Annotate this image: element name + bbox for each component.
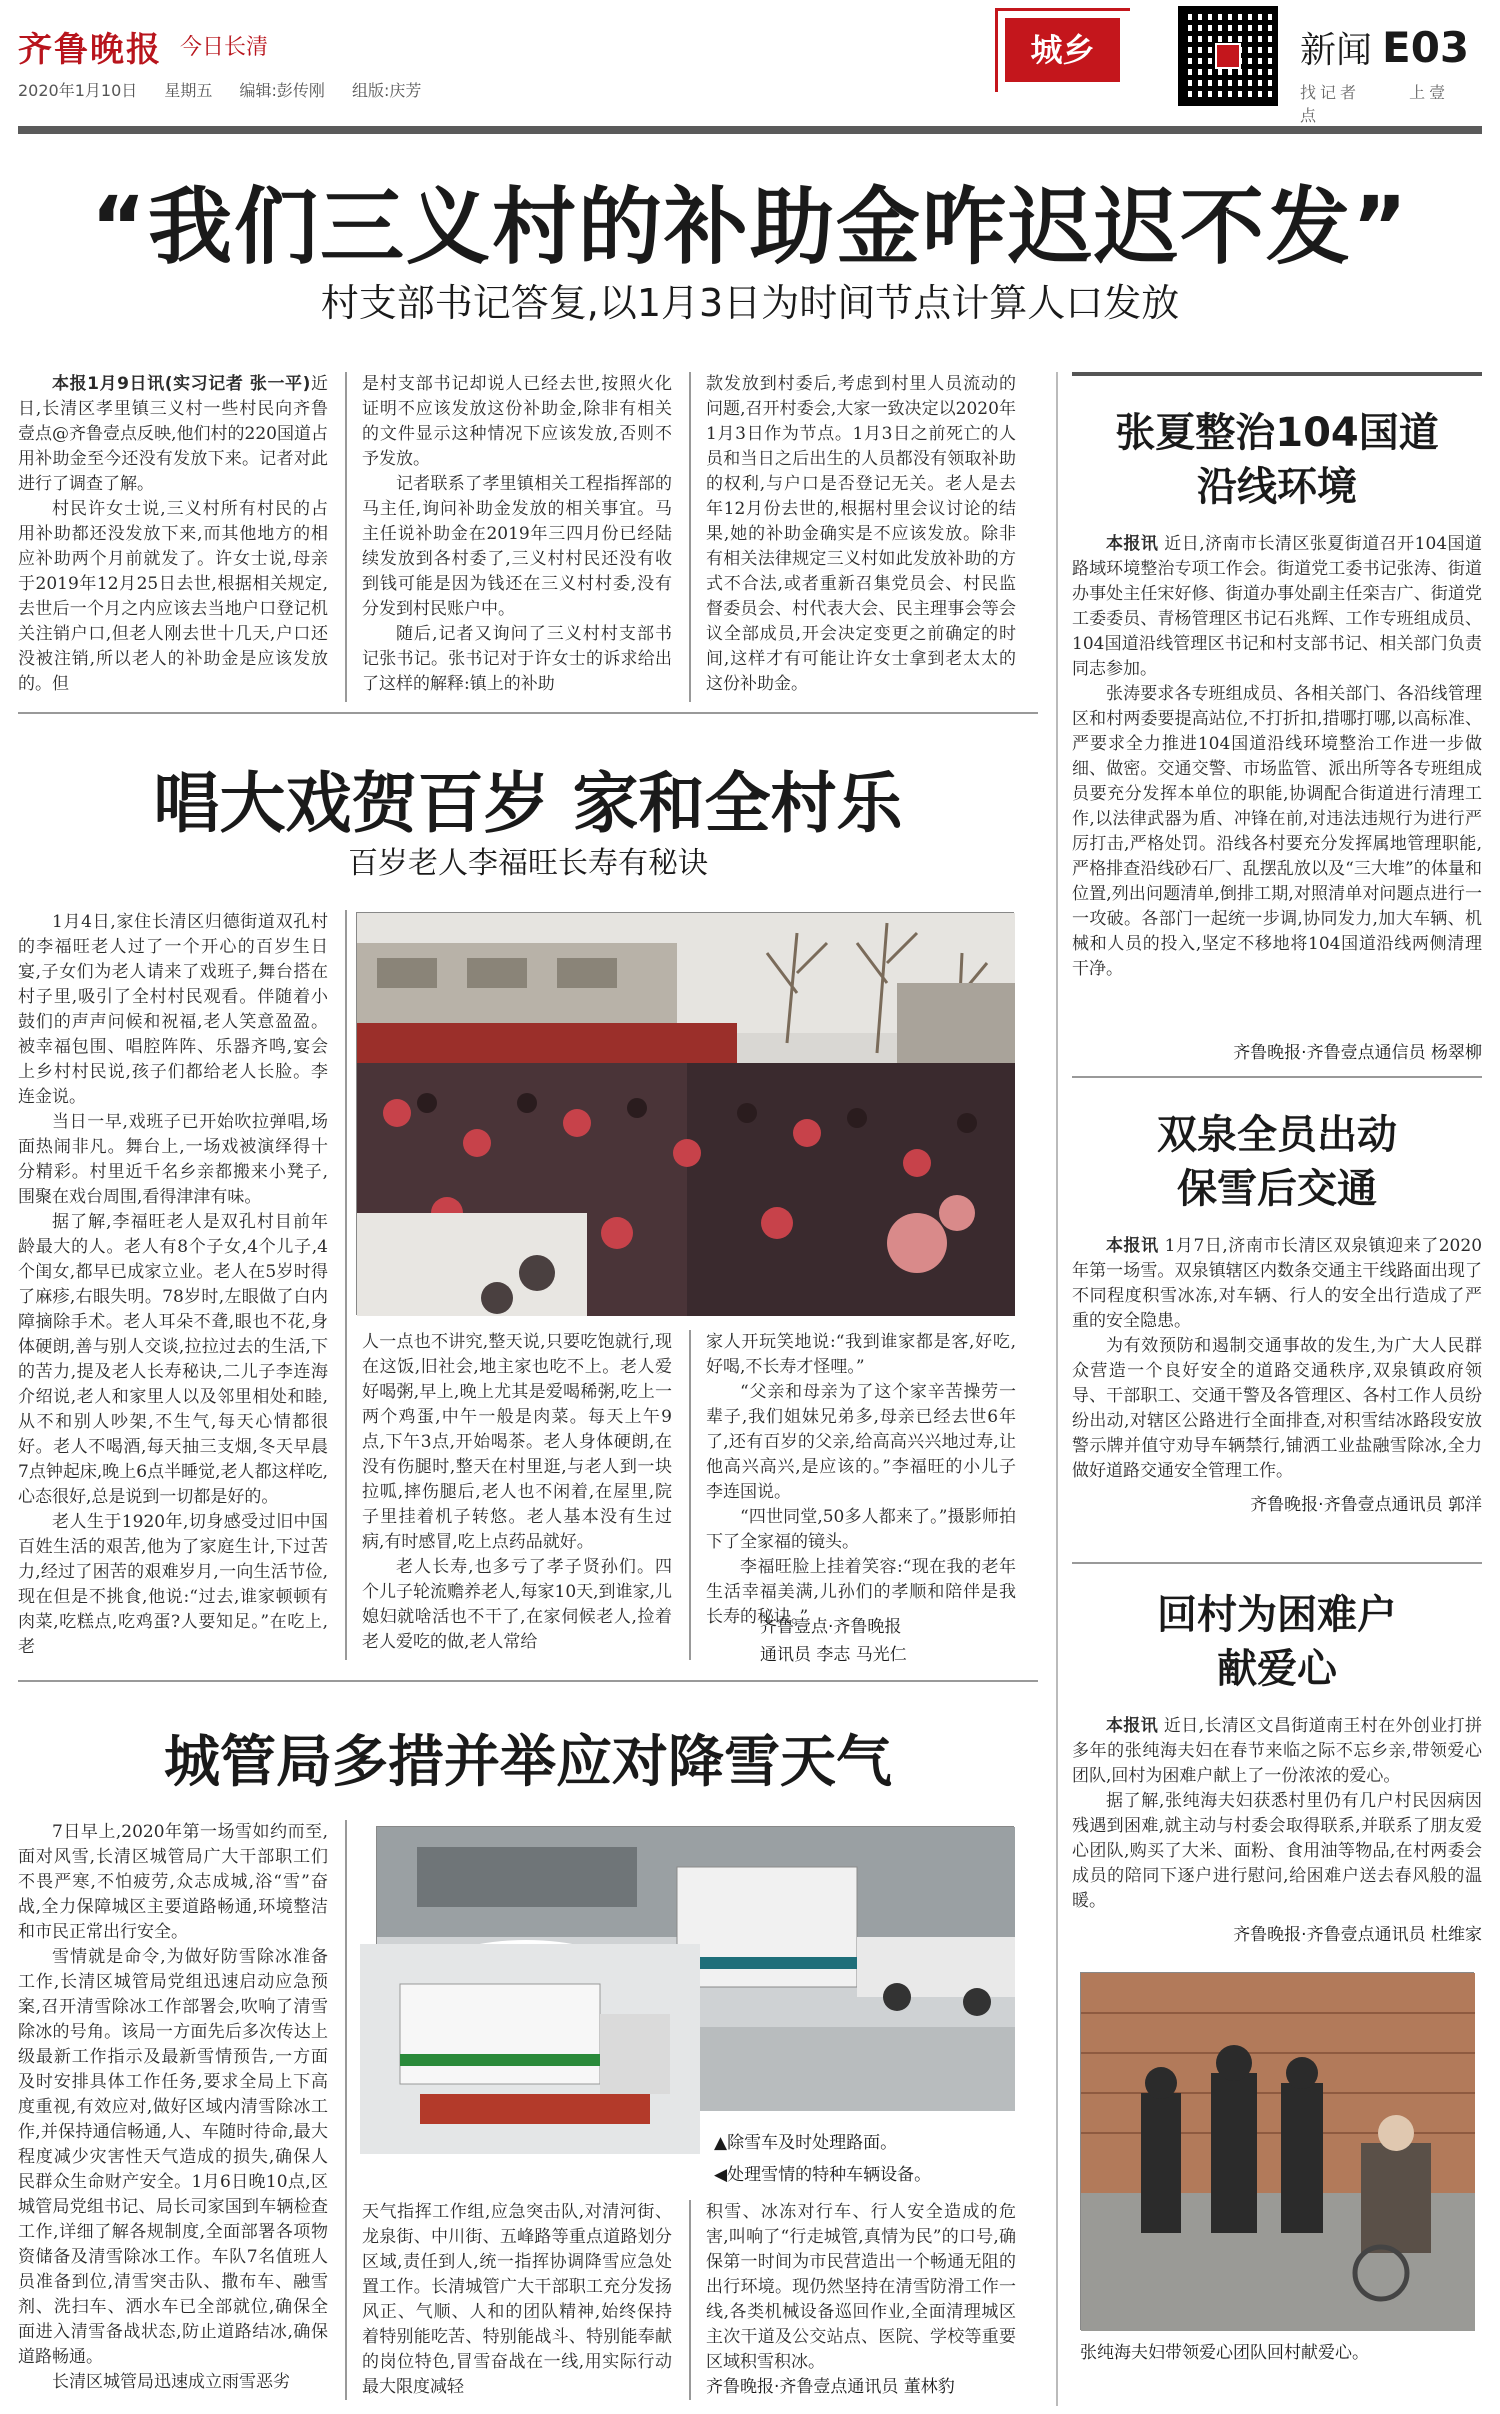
snow-photo-inset (356, 1940, 696, 2150)
a3-caption: 张纯海夫妇带领爱心团队回村献爱心。 (1080, 2343, 1369, 2363)
page-number: E03 (1382, 23, 1470, 72)
top-rule (18, 126, 1482, 134)
lead-col-2 (362, 372, 672, 702)
a2-body (1072, 1234, 1482, 1484)
snow-title: 城管局多措并举应对降雪天气 (164, 1730, 892, 1795)
section-tag: 城乡 (1005, 18, 1120, 82)
lead-col2-text: 是村支部书记却说人已经去世,按照火化证明不应该发放这份补助金,除非有相关的文件显示这种情况下应该发放,否则不予发放。 (362, 374, 672, 469)
snow-mid-p1: 天气指挥工作组,应急突击队,对清河街、龙泉街、中川街、五峰路等重点道路划分区域,责任到人,统一指挥协调降雪应急处置工作。长清城管广大干部职工充分发扬风正、气顺、人和的团队精神,始终保持着特别能吃苦、特别能战斗、特别能奉献的岗位特色,冒雪奋战在一线,用实际行动最大限度减轻 (362, 2202, 672, 2397)
sidebar-divider (1056, 372, 1058, 2406)
opera-right-p4: 李福旺脸上挂着笑容:“现在我的老年生活幸福美满,儿孙们的孝顺和陪伴是我长寿的秘诀。” (706, 1557, 1016, 1627)
section-rule (18, 712, 1038, 714)
column-rule (345, 1820, 347, 2400)
opera-left-col (18, 910, 328, 1660)
a3-title-line2: 献爱心 (1217, 1646, 1337, 1692)
section-rule (18, 1680, 1038, 1682)
lead-col-3 (706, 372, 1016, 702)
column-rule (345, 372, 347, 702)
opera-right-p3: “四世同堂,50多人都来了。”摄影师拍下了全家福的镜头。 (706, 1507, 1016, 1552)
a3-byline: 本报讯 (1106, 1716, 1159, 1736)
a3-photo (1080, 1972, 1474, 2330)
opera-subtitle: 百岁老人李福旺长寿有秘诀 (348, 846, 708, 881)
snow-caption-2: ◀处理雪情的特种车辆设备。 (714, 2165, 932, 2185)
opera-left-p3: 据了解,李福旺老人是双孔村目前年龄最大的人。老人有8个子女,4个儿子,4个闺女,都早已成家立业。老人在5岁时得了麻疹,右眼失明。78岁时,左眼做了白内障摘除手术。老人耳朵不聋,眼也不花,身体硬朗,善与别人交谈,拉拉过去的生活,下的苦力,提及老人长寿秘诀,二儿子李连海介绍说,老人和家里人以及邻里相处和睦,从不和别人吵架,不生气,每天心情都很好。老人不喝酒,每天抽三支烟,冬天早晨7点钟起床,晚上6点半睡觉,老人都这样吃,心态很好,总是说到一切都是好的。 (18, 1212, 328, 1507)
a3-p2: 据了解,张纯海夫妇获悉村里仍有几户村民因病因残遇到困难,就主动与村委会取得联系,并联系了朋友爱心团队,购买了大米、面粉、食用油等物品,在村两委会成员的陪同下逐户进行慰问,给困难户送去春风般的温暖。 (1072, 1791, 1482, 1911)
lead-col1-p2: 村民许女士说,三义村所有村民的占用补助都还没发放下来,而其他地方的相应补助两个月前就发了。许女士说,母亲于2019年12月25日去世,根据相关规定,去世后一个月之内应该去当地户口登记机关注销户口,但老人刚去世十几天,户口还没被注销,所以老人的补助金是应该发放的。但 (18, 499, 328, 694)
column-rule (689, 2200, 691, 2400)
page-label (1300, 22, 1469, 73)
lead-col3-text: 款发放到村委后,考虑到村里人员流动的问题,召开村委会,大家一致决定以2020年1月3日作为节点。1月3日之前死亡的人员和当日之后出生的人员都没有领取补助的权利,与户口是否登记无关。老人是去年12月份去世的,根据村里会议讨论的结果,她的补助金确实是不应该发放。除非有相关法律规定三义村如此发放补助的方式不合法,或者重新召集党员会、村民监督委员会、村代表大会、民主理事会等会议全部成员,开会决定变更之前确定的时间,这样才有可能让许女士拿到老太太的这份补助金。 (706, 374, 1016, 694)
snow-left-p3: 长清区城管局迅速成立雨雪恶劣 (52, 2372, 290, 2392)
sidebar-rule (1072, 1076, 1482, 1078)
lead-col1-text: 近日,长清区孝里镇三义村一些村民向齐鲁壹点@齐鲁壹点反映,他们村的220国道占用补助金至今还没有发放下来。记者对此进行了调查了解。 (18, 374, 329, 494)
snow-left-col (18, 1820, 328, 2400)
a1-body (1072, 532, 1482, 1032)
snow-vehicle-illustration (360, 1944, 700, 2154)
a2-credit: 齐鲁晚报·齐鲁壹点通讯员 郭洋 (1250, 1495, 1482, 1515)
opera-credit-2: 通讯员 李志 马光仁 (760, 1645, 907, 1665)
column-rule (345, 910, 347, 1660)
opera-photo (356, 912, 1014, 1315)
snow-right-col (706, 2200, 1016, 2372)
opera-mid-p1: 人一点也不讲究,整天说,只要吃饱就行,现在这饭,旧社会,地主家也吃不上。老人爱好喝粥,早上,晚上尤其是爱喝稀粥,吃上一两个鸡蛋,中午一般是肉菜。每天上午9点,下午3点,开始喝茶。老人身体硬朗,在没有伤腿时,整天在村里逛,与老人到一块拉呱,摔伤腿后,老人也不闲着,在屋里,院子里挂着机子转悠。老人基本没有生过病,有时感冒,吃上点药品就好。 (362, 1332, 672, 1552)
page-sub (1300, 80, 1500, 126)
snow-mid-col (362, 2200, 672, 2400)
editor-credit: 编辑:彭传刚 (239, 81, 325, 100)
opera-mid-col (362, 1330, 672, 1660)
a3-body (1072, 1714, 1482, 1914)
page-name: 新闻 (1300, 30, 1373, 71)
lead-col2-p2: 记者联系了孝里镇相关工程指挥部的马主任,询问补助金发放的相关事宜。马主任说补助金在2019年三四月份已经陆续发放到各村委了,三义村村民还没有收到钱可能是因为钱还在三义村村委,没有分发到村民账户中。 (362, 474, 672, 619)
crowd-photo-illustration (357, 913, 1015, 1316)
issue-date: 2020年1月10日 (18, 81, 138, 100)
charity-photo-illustration (1081, 1973, 1475, 2331)
sidebar (1072, 372, 1482, 2406)
sidebar-article-3 (1072, 1588, 1482, 1945)
edition-label: 今日长清 (180, 35, 269, 60)
a1-byline: 本报讯 (1106, 534, 1159, 554)
a2-p1: 1月7日,济南市长清区双泉镇迎来了2020年第一场雪。双泉镇辖区内数条交通主干线路面出现了不同程度积雪冰冻,对车辆、行人的安全出行造成了严重的安全隐患。 (1072, 1236, 1483, 1331)
snow-credit: 齐鲁晚报·齐鲁壹点通讯员 董林豹 (706, 2377, 955, 2397)
lead-byline: 本报1月9日讯(实习记者 张一平) (52, 374, 311, 394)
opera-credit-1: 齐鲁壹点·齐鲁晚报 (760, 1617, 902, 1637)
a2-title-line1: 双泉全员出动 (1157, 1112, 1397, 1158)
opera-mid-p2: 老人长寿,也多亏了孝子贤孙们。四个儿子轮流赡养老人,每家10天,到谁家,儿媳妇就啥活也不干了,在家伺候老人,捡着老人爱吃的做,老人常给 (362, 1557, 672, 1652)
column-rule (689, 1330, 691, 1660)
issue-weekday: 星期五 (164, 81, 213, 100)
snow-left-p2: 雪情就是命令,为做好防雪除冰准备工作,长清区城管局党组迅速启动应急预案,召开清雪除冰工作部署会,吹响了清雪除冰的号角。该局一方面先后多次传达上级最新工作指示及最新雪情预告,一方面及时安排具体工作任务,要求全局上下高度重视,有效应对,做好区域内清雪除冰工作,并保持通信畅通,人、车随时待命,最大程度减少灾害性天气造成的损失,确保人民群众生命财产安全。1月6日晚10点,区城管局党组书记、局长司家国到车辆检查工作,详细了解各规制度,全面部署各项物资储备及清雪除冰工作。车队7名值班人员准备到位,清雪突击队、撒布车、融雪剂、洗扫车、洒水车已全部就位,确保全面进入清雪备战状态,防止道路结冰,确保道路畅通。 (18, 1947, 328, 2367)
sidebar-rule (1072, 1562, 1482, 1564)
lead-col2-p3: 随后,记者又询问了三义村村支部书记张书记。张书记对于许女士的诉求给出了这样的解释:镇上的补助 (362, 624, 672, 694)
opera-right-p1: 家人开玩笑地说:“我到谁家都是客,好吃,好喝,不长寿才怪哩。” (706, 1332, 1016, 1377)
lead-subhead: 村支部书记答复,以1月3日为时间节点计算人口发放 (320, 281, 1180, 325)
a1-title-line2: 沿线环境 (1197, 464, 1357, 510)
opera-left-p2: 当日一早,戏班子已开始吹拉弹唱,场面热闹非凡。舞台上,一场戏被演绎得十分精彩。村里近千名乡亲都搬来小凳子,围聚在戏台周围,看得津津有味。 (18, 1112, 328, 1207)
lead-headline: “我们三义村的补助金咋迟迟不发” (90, 178, 1410, 276)
a2-byline: 本报讯 (1106, 1236, 1159, 1256)
opera-right-p2: “父亲和母亲为了这个家辛苦操劳一辈子,我们姐妹兄弟多,母亲已经去世6年了,还有百岁的父亲,给高高兴兴地过寿,让他高兴高兴,是应该的。”李福旺的小儿子李连国说。 (706, 1382, 1016, 1502)
a2-p2: 为有效预防和遏制交通事故的发生,为广大人民群众营造一个良好安全的道路交通秩序,双泉镇政府领导、干部职工、交通干警及各管理区、各村工作人员纷纷出动,对辖区公路进行全面排查,对积雪结冰路段安放警示牌并值守劝导车辆禁行,铺洒工业盐融雪除冰,全力做好道路交通安全管理工作。 (1072, 1336, 1482, 1481)
snow-caption-1: ▲除雪车及时处理路面。 (714, 2133, 898, 2153)
layout-credit: 组版:庆芳 (351, 81, 422, 100)
snow-left-p1: 7日早上,2020年第一场雪如约而至,面对风雪,长清区城管局广大干部职工们不畏严寒,不怕疲劳,众志成城,浴“雪”奋战,全力保障城区主要道路畅通,环境整洁和市民正常出行安全。 (18, 1822, 328, 1942)
a3-title-line1: 回村为困难户 (1157, 1592, 1397, 1638)
opera-title: 唱大戏贺百岁 家和全村乐 (153, 765, 903, 842)
a1-p1: 近日,济南市长清区张夏街道召开104国道路域环境整治专项工作会。街道党工委书记张涛、街道办事处主任宋好修、街道办事处副主任栾吉广、街道党工委委员、青杨管理区书记石兆辉、工作专班组成员、104国道沿线管理区书记和村支部书记、相关部门负责同志参加。 (1072, 534, 1482, 679)
column-rule (689, 372, 691, 702)
opera-left-p1: 1月4日,家住长清区归德街道双孔村的李福旺老人过了一个开心的百岁生日宴,子女们为老人请来了戏班子,舞台搭在村子里,吸引了全村村民观看。伴随着小鼓们的声声问候和祝福,老人笑意盈盈。被幸福包围、唱腔阵阵、乐器齐鸣,宴会上乡村村民说,孩子们都给老人长脸。李连金说。 (18, 912, 328, 1107)
issue-meta (18, 78, 443, 101)
sidebar-article-1 (1072, 406, 1482, 1063)
a1-p2: 张涛要求各专班组成员、各相关部门、各沿线管理区和村两委要提高站位,不打折扣,措哪打哪,以高标准、严要求全力推进104国道沿线环境整治工作进一步做细、做密。交通交警、市场监管、派出所等各专班组成员要充分发挥本单位的职能,协调配合街道进行清理工作,以法律武器为盾、冲锋在前,对违法违规行为进行严厉打击,严格处罚。沿线各村要充分发挥属地管理职能,严格排查沿线砂石厂、乱摆乱放以及“三大堆”的体量和位置,列出问题清单,倒排工期,对照清单对问题点进行一一攻破。各部门一起统一步调,协同发力,加大车辆、机械和人员的投入,坚定不移地将104国道沿线两侧清理干净。 (1072, 684, 1482, 979)
a1-title-line1: 张夏整治104国道 (1115, 410, 1439, 456)
a1-credit: 齐鲁晚报·齐鲁壹点通信员 杨翠柳 (1233, 1043, 1482, 1063)
lead-col-1 (18, 372, 328, 702)
newspaper-logo: 齐鲁晚报 (18, 30, 162, 70)
opera-left-p4: 老人生于1920年,切身感受过旧中国百姓生活的艰苦,他为了家庭生计,下过苦力,经过了困苦的艰难岁月,一向生活节俭,现在但是不挑食,他说:“过去,谁家顿顿有肉菜,吃糕点,吃鸡蛋?人要知足。”在吃上,老 (18, 1512, 328, 1657)
reporter-label: 找记者 (1300, 83, 1361, 102)
a3-p1: 近日,长清区文昌街道南王村在外创业打拼多年的张纯海夫妇在春节来临之际不忘乡亲,带领爱心团队,回村为困难户献上了一份浓浓的爱心。 (1072, 1716, 1483, 1786)
snow-right-p1: 积雪、冰冻对行车、行人安全造成的危害,叫响了“行走城管,真情为民”的口号,确保第一时间为市民营造出一个畅通无阻的出行环境。现仍然坚持在清雪防滑工作一线,各类机械设备巡回作业,全面清理城区主次干道及公交站点、医院、学校等重要区域积雪积冰。 (706, 2202, 1016, 2372)
a2-title-line2: 保雪后交通 (1177, 1166, 1377, 1212)
sidebar-article-2 (1072, 1108, 1482, 1515)
platform-label: 上壹点 (1300, 83, 1450, 125)
a3-credit: 齐鲁晚报·齐鲁壹点通讯员 杜维家 (1233, 1925, 1482, 1945)
qr-logo-icon (1215, 43, 1241, 69)
